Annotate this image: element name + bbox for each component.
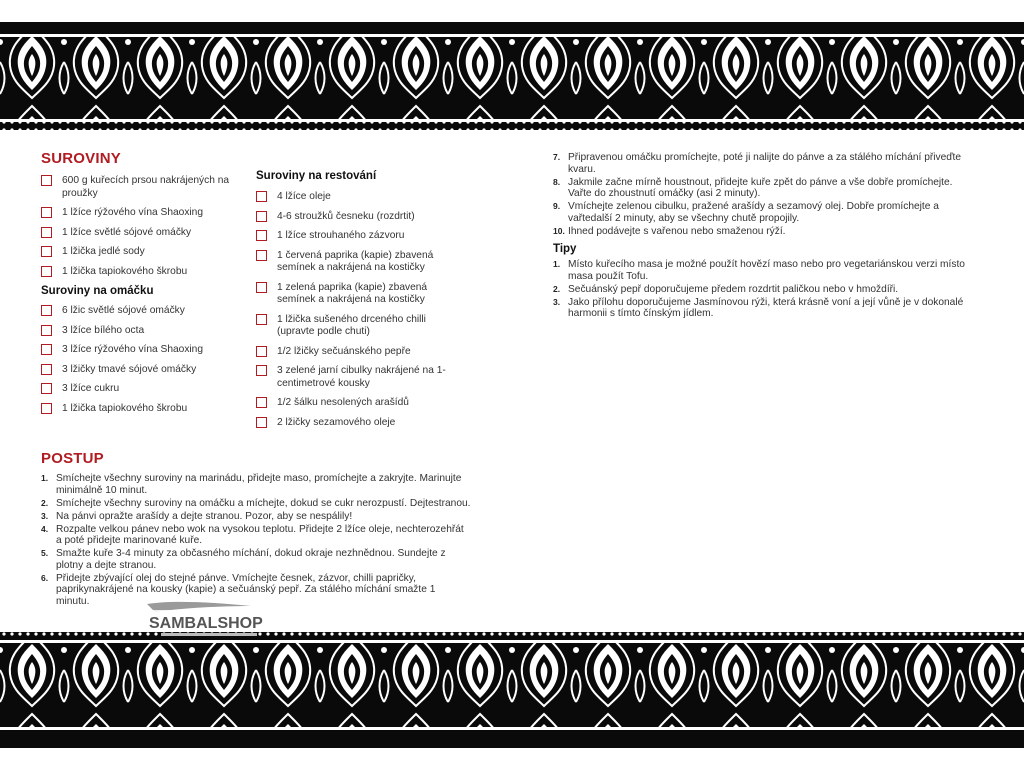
step-text: Smažte kuře 3-4 minuty za občasného míchání, dokud okraje nezhnědnou. Sundejte z plotny a dejte stranou. [56,548,446,571]
tip-item [553,297,973,320]
stirfry-ingredient-item [256,250,466,275]
step-text: Vmíchejte zelenou cibulku, pražené arašídy a sezamový olej. Dobře promíchejte a vařtedalší 2 minuty, aby se všechny chutě propojily. [568,201,939,224]
step-number: 9. [553,201,561,211]
ingredient-item [41,227,251,240]
ingredient-label: 1/2 lžičky sečuánského pepře [277,345,411,357]
ingredient-label: 1/2 šálku nesolených arašídů [277,397,409,408]
ingredient-label: 1 červená paprika (kapie) zbavená semínek a nakrájená na kostičky [277,249,434,273]
ingredient-label: 1 lžíce světlé sójové omáčky [62,226,192,238]
checkbox[interactable] [41,344,52,355]
ingredient-label: 3 lžíce rýžového vína Shaoxing [62,344,204,355]
checkbox[interactable] [41,364,52,375]
ingredient-label: 4-6 stroužků česneku (rozdrtit) [277,210,415,222]
ornament-pattern-bottom [0,630,1024,748]
tip-item [553,284,973,296]
ingredients-column-2 [256,170,466,436]
step-number: 6. [41,572,49,583]
ingredients-title: SUROVINY [41,150,121,167]
stirfry-ingredient-item [256,230,466,243]
tip-item [553,259,973,282]
procedure-steps-part-2 [553,152,973,237]
step-text: Smíchejte všechny suroviny na marinádu, přidejte maso, promíchejte a zakryjte. Marinujte minimálně 10 minut. [56,473,462,496]
checkbox[interactable] [256,250,267,261]
step-number: 2. [41,497,49,508]
step-text: Přidejte zbývající olej do stejné pánve. Vmíchejte česnek, zázvor, chilli papričky, paprikynakrájené na kousky (kapie) a sečuánský pepř. Za stálého míchání smažte 1 minutu. [56,572,436,607]
checkbox[interactable] [256,397,267,408]
procedure-step [553,201,973,224]
bottom-ornamental-border [0,630,1024,748]
ingredient-label: 1 lžička tapiokového škrobu [62,265,188,277]
step-text: Na pánvi opražte arašídy a dejte stranou. Pozor, aby se nespálily! [56,510,353,522]
ingredient-label: 600 g kuřecích prsou nakrájených na proužky [62,175,230,199]
logo-text: SAMBALSHOP [149,615,263,632]
ingredient-label: 1 lžička sušeného drceného chilli (upravte podle chuti) [277,313,426,337]
checkbox[interactable] [256,346,267,357]
stirfry-ingredients-list [256,191,466,429]
stirfry-ingredient-item [256,346,466,359]
ingredients-column-1 [41,150,251,422]
ingredient-label: 3 zelené jarní cibulky nakrájené na 1-centimetrové kousky [277,365,446,389]
step-text: Rozpalte velkou pánev nebo wok na vysokou teplotu. Přidejte 2 lžíce oleje, nechterozehřát a poté přidejte marinované kuře. [56,523,464,546]
step-text: Smíchejte všechny suroviny na omáčku a míchejte, dokud se cukr nerozpustí. Dejtestranou. [56,497,471,509]
sauce-ingredient-item [41,383,251,396]
procedure-title: POSTUP [41,450,104,467]
ingredient-label: 1 lžička tapiokového škrobu [62,402,188,414]
procedure-step [553,226,973,238]
ingredient-label: 1 zelená paprika (kapie) zbavená semínek a nakrájená na kostičky [277,281,428,305]
stirfry-ingredient-item [256,417,466,430]
ingredient-item [41,175,251,200]
ingredient-label: 6 lžic světlé sójové omáčky [62,305,185,316]
sauce-ingredient-item [41,344,251,357]
stirfry-ingredients-title: Suroviny na restování [256,170,377,182]
checkbox[interactable] [41,325,52,336]
step-text: Místo kuřecího masa je možné použít hovězí maso nebo pro vegetariánskou verzi místo masa použít Tofu. [568,259,965,282]
checkbox[interactable] [256,282,267,293]
step-number: 1. [553,259,561,269]
stirfry-ingredient-item [256,365,466,390]
procedure-step [41,524,471,547]
checkbox[interactable] [41,403,52,414]
checkbox[interactable] [256,365,267,376]
procedure-step [553,152,973,175]
procedure-continued [553,152,973,321]
stirfry-ingredient-item [256,211,466,224]
ingredient-item [41,266,251,279]
checkbox[interactable] [41,227,52,238]
ingredient-label: 1 lžička jedlé sody [62,246,145,257]
step-number: 4. [41,523,49,534]
procedure-step [553,177,973,200]
ingredient-label: 1 lžíce strouhaného zázvoru [277,230,405,241]
sauce-ingredient-item [41,305,251,318]
ingredient-label: 4 lžíce oleje [277,191,331,202]
step-text: Sečuánský pepř doporučujeme předem rozdrtit paličkou nebo v hmoždíři. [568,283,899,295]
step-number: 2. [553,283,561,294]
step-text: Ihned podávejte s vařenou nebo smaženou rýží. [568,225,786,237]
sauce-ingredients-title: Suroviny na omáčku [41,285,154,297]
ingredient-label: 3 lžíce cukru [62,383,120,394]
procedure-section [41,450,471,609]
procedure-step [41,473,471,496]
checkbox[interactable] [256,314,267,325]
step-text: Jako přílohu doporučujeme Jasmínovou rýži, která krásně voní a její vůně je v dokonalé harmonii s tímto čínským jídlem. [568,296,964,319]
ingredient-label: 1 lžíce rýžového vína Shaoxing [62,207,204,218]
ingredient-label: 3 lžíce bílého octa [62,324,145,336]
stirfry-ingredient-item [256,314,466,339]
tips-list [553,259,973,320]
procedure-step [41,511,471,523]
top-ornamental-border [0,22,1024,132]
checkbox[interactable] [256,417,267,428]
tips-title: Tipy [553,243,577,255]
checkbox[interactable] [41,175,52,186]
ingredient-label: 3 lžičky tmavé sójové omáčky [62,363,197,375]
ornament-pattern-top [0,22,1024,132]
step-number: 3. [41,510,49,521]
step-text: Připravenou omáčku promíchejte, poté ji nalijte do pánve a za stálého míchání přiveďte kvaru. [568,152,962,175]
step-number: 8. [553,176,561,187]
step-number: 10. [553,225,565,236]
sauce-ingredients-list [41,305,251,415]
checkbox[interactable] [256,191,267,202]
main-ingredients-list [41,175,251,278]
procedure-step [41,548,471,571]
sambalshop-logo [141,600,271,642]
ingredient-label: 2 lžičky sezamového oleje [277,416,396,428]
sauce-ingredient-item [41,403,251,416]
checkbox[interactable] [256,230,267,241]
step-number: 7. [553,152,561,162]
procedure-steps-part-1 [41,473,471,607]
procedure-step [41,498,471,510]
checkbox[interactable] [41,207,52,218]
step-text: Jakmile začne mírně houstnout, přidejte kuře zpět do pánve a vše dobře promíchejte. Vařte do zhoustnutí omáčky (asi 2 minuty). [568,176,953,199]
stirfry-ingredient-item [256,191,466,204]
ingredient-item [41,207,251,220]
sauce-ingredient-item [41,325,251,338]
checkbox[interactable] [41,305,52,316]
step-number: 1. [41,473,49,483]
step-number: 3. [553,296,561,307]
sauce-ingredient-item [41,364,251,377]
stirfry-ingredient-item [256,397,466,410]
checkbox[interactable] [256,211,267,222]
checkbox[interactable] [41,266,52,277]
logo-graphic [141,600,271,642]
step-number: 5. [41,548,49,558]
checkbox[interactable] [41,246,52,257]
ingredient-item [41,246,251,259]
stirfry-ingredient-item [256,282,466,307]
checkbox[interactable] [41,383,52,394]
